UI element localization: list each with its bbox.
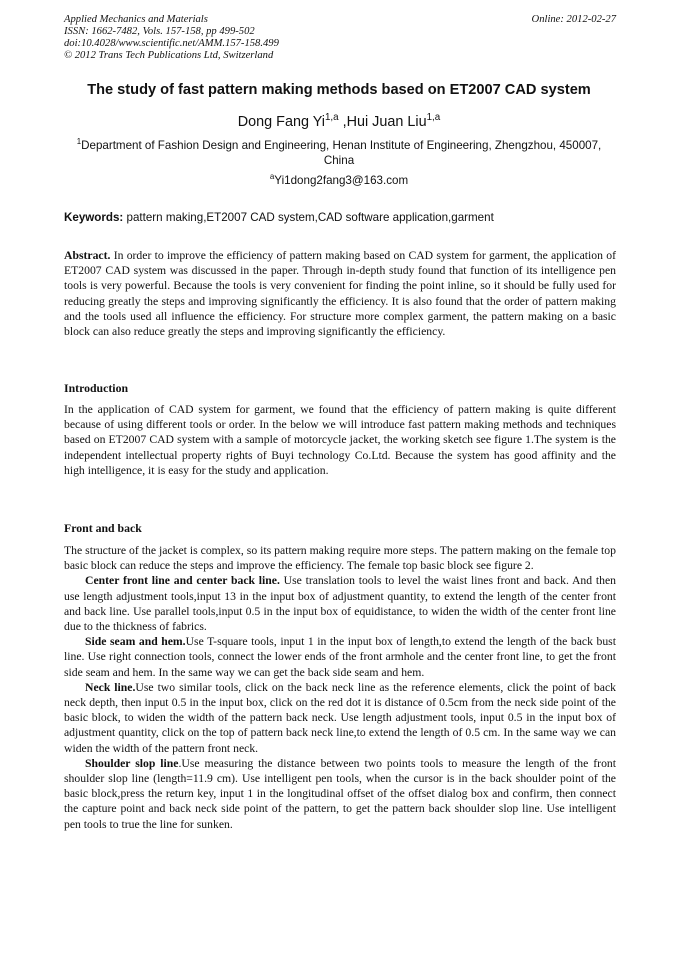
front-back-body <box>64 543 616 832</box>
copyright-line: © 2012 Trans Tech Publications Ltd, Switzerland <box>64 50 274 61</box>
doi-line: doi:10.4028/www.scientific.net/AMM.157-158.499 <box>64 38 279 49</box>
side-seam-label: Side seam and hem. <box>85 635 186 649</box>
abstract-label: Abstract. <box>64 249 111 262</box>
paragraph-shoulder-slope <box>64 756 616 832</box>
affiliation-text: Department of Fashion Design and Engineering, Henan Institute of Engineering, Zhengzhou, 450007, China <box>81 139 602 167</box>
front-back-heading: Front and back <box>64 521 142 535</box>
shoulder-slope-text: .Use measuring the distance between two points tools to measure the length of the front shoulder slop line (length=11.9 cm). Use intelligent pen tools, when the cursor is in the back shoulder point of the basic block,press the return key, input 1 in the longitudinal offset of the offset dialog box and confirm, then connect the capture point and back neck side point of the pattern, to get the pattern back shoulder slop line. Use intelligent pen tools to true the line for sunken. <box>64 756 616 831</box>
keywords-text: pattern making,ET2007 CAD system,CAD software application,garment <box>123 211 494 224</box>
online-date: Online: 2012-02-27 <box>531 14 616 25</box>
front-back-intro: The structure of the jacket is complex, so its pattern making require more steps. The pattern making on the female top basic block can reduce the steps and improve the efficiency. The female top basic block see figure 2. <box>64 544 616 573</box>
abstract <box>64 248 616 339</box>
issn-line: ISSN: 1662-7482, Vols. 157-158, pp 499-502 <box>64 26 255 37</box>
introduction-body <box>64 402 616 478</box>
author-line <box>0 114 678 130</box>
abstract-text: In order to improve the efficiency of pattern making based on CAD system for garment, the application of ET2007 CAD system was discussed in the paper. Through in-depth study found that function of its intelligence pen tools is very powerful. Because the tools is very convenient for finding the point inline, so it should be fully used for reducing greatly the steps and improving significantly the efficiency. It is also found that the order of pattern making and the tools used all influence the efficiency. For structure more complex garment, the pattern making on a basic block can also reduce greatly the steps and improving significantly the efficiency. <box>64 249 616 339</box>
email-address[interactable]: Yi1dong2fang3@163.com <box>274 174 409 187</box>
author-2-sup: 1,a <box>426 112 441 124</box>
center-line-label: Center front line and center back line. <box>85 574 280 588</box>
affiliation <box>70 138 608 168</box>
introduction-text: In the application of CAD system for garment, we found that the efficiency of pattern making is quite different because of using different tools or order. In the below we will introduce fast pattern making methods and techniques based on ET2007 CAD system with a sample of motorcycle jacket, the working sketch see figure 1.The system is the independent intellectual property rights of Buyi technology Co.Ltd. Because the system has good affinity and the high intelligence, it is easy for the study and application. <box>64 403 616 477</box>
neck-line-text: Use two similar tools, click on the back neck line as the reference elements, click the point of back neck depth, then input 0.5 in the input box, click on the red dot it is distance of 0.5cm from the neck side point of the basic block, to widen the width of the pattern back neck. Use length adjustment tools, input 0.5 in the input box of adjustment quantity, click on the top of pattern back neck line,to extend the length of 0.5 cm. In the same way we can widen the width of the pattern front neck. <box>64 680 616 755</box>
author-1-name: Dong Fang Yi <box>237 114 325 130</box>
center-line-text: Use translation tools to level the waist lines front and back. And then use length adjustment tools,input 13 in the input box of adjustment quantity, to extend the length of the center front and back line. Use parallel tools,input 0.5 in the input box of equidistance, to widen the width of the center front line due to the thickness of fabrics. <box>64 574 616 634</box>
page-header <box>64 14 616 62</box>
paragraph-neck-line <box>64 680 616 756</box>
keywords-label: Keywords: <box>64 211 124 224</box>
neck-line-label: Neck line. <box>85 680 136 694</box>
keywords <box>64 211 616 224</box>
author-2-name: Hui Juan Liu <box>346 114 427 130</box>
author-separator: , <box>338 114 347 130</box>
paper-title: The study of fast pattern making methods based on ET2007 CAD system <box>87 82 591 98</box>
email-line <box>0 174 678 187</box>
side-seam-text: Use T-square tools, input 1 in the input box of length,to extend the length of the back bust line. Use right connection tools, connect the lower ends of the front armhole and the center front line, to get the front side seam and hem. In the same way we can get the back side seam and hem. <box>64 635 616 679</box>
introduction-heading: Introduction <box>64 381 129 395</box>
paragraph-side-seam <box>64 634 616 680</box>
author-1-sup: 1,a <box>324 112 339 124</box>
shoulder-slope-label: Shoulder slop line <box>85 756 179 770</box>
paragraph-center-line <box>64 573 616 634</box>
journal-name: Applied Mechanics and Materials <box>64 14 208 25</box>
email-sup: a <box>269 172 275 182</box>
affiliation-sup: 1 <box>76 137 82 147</box>
